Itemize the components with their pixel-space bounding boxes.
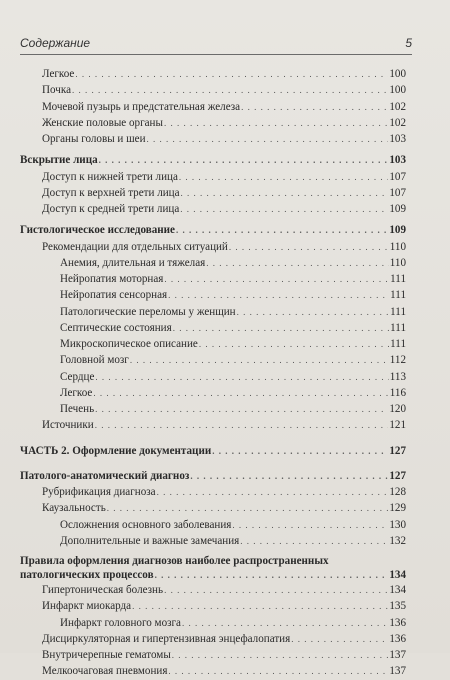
toc-entry-page: 120 [389,403,406,415]
toc-entry-page: 130 [389,518,406,531]
toc-entry [20,99,406,115]
toc-entry [20,647,406,663]
toc-entry-title: Головной мозг [60,354,129,367]
toc-entry-page: 109 [389,203,406,215]
toc-entry-title: Нейропатия моторная [60,273,164,285]
toc-section-title: Патолого-анатомический диагноз [20,469,190,482]
leader-dots [72,82,388,98]
toc-entry-page: 134 [389,584,406,596]
toc-entry-title: Микроскопическое описание [60,338,198,350]
toc-entry-title: Септические состояния [60,321,172,334]
leader-dots [181,185,389,201]
toc-entry-title: Внутричерепные гематомы [42,649,171,661]
toc-entry-page: 129 [389,502,406,515]
toc-entry-page: 134 [389,569,406,581]
toc-entry [20,598,406,614]
toc-entry [20,115,406,131]
leader-dots [130,352,389,368]
toc-part-title: ЧАСТЬ 2. Оформление документации [20,444,212,457]
toc-entry-title: Женские половые органы [42,116,163,129]
toc-entry-title: Нейропатия сенсорная [60,289,168,302]
leader-dots [95,401,388,417]
toc-entry-title: Рекомендации для отдельных ситуаций [42,240,228,253]
toc-entry-page: 135 [389,600,406,613]
leader-dots [95,369,388,385]
toc-subentry [20,352,406,368]
toc-entry-title: Рубрификация диагноза [42,486,156,498]
leader-dots [206,255,389,271]
toc-entry-title: Сердце [60,370,95,383]
leader-dots [232,517,388,533]
leader-dots [180,201,388,217]
toc-entry [20,484,406,500]
toc-entry-title: Каузальность [42,502,106,515]
header-rule [20,54,412,55]
toc-entry-title: Гипертоническая болезнь [42,584,164,596]
leader-dots [132,598,388,614]
toc-subentry [20,401,406,417]
toc-entry-title: Инфаркт миокарда [42,600,132,613]
leader-dots [172,647,389,663]
toc-entry-page: 111 [390,289,406,302]
leader-dots [147,131,389,147]
toc-entry [20,500,406,516]
leader-dots [157,484,389,500]
toc-entry-title: Доступ к верхней трети лица [42,186,180,199]
leader-dots [99,152,389,168]
leader-dots [229,239,389,255]
toc-entry [20,185,406,201]
toc-entry-page: 111 [390,305,406,318]
toc-entry-title: Мелкоочаговая пневмония [42,665,168,678]
toc-entry-title: Инфаркт головного мозга [60,616,181,629]
toc-entry-page: 110 [389,256,406,269]
toc-entry-page: 110 [389,240,406,253]
toc-subentry [20,304,406,320]
toc-entry-page: 112 [389,354,406,367]
leader-dots [237,304,390,320]
leader-dots [93,385,388,401]
leader-dots [291,631,388,647]
toc-entry [20,82,406,98]
toc-section [20,554,406,582]
toc-entry-title: Анемия, длительная и тяжелая [60,256,206,269]
toc-section-title: Гистологическое исследование [20,224,175,237]
toc-entry-page: 103 [389,154,406,167]
toc-entry-title: Органы головы и шеи [42,133,146,145]
toc-entry-title: Легкое [42,68,75,80]
toc-entry-page: 111 [390,338,406,350]
leader-dots [164,271,389,287]
leader-dots [199,336,389,352]
toc-entry-page: 107 [389,186,406,199]
toc-entry-page: 127 [389,444,406,457]
leader-dots [179,169,388,185]
leader-dots [107,500,389,516]
leader-dots [182,615,388,631]
leader-dots [240,533,388,549]
leader-dots [212,443,388,459]
toc-entry-page: 109 [389,224,406,237]
leader-dots [190,468,388,484]
toc-section-title-line1: Правила оформления диагнозов наиболее распространенных [20,555,329,567]
toc-subentry [20,615,406,631]
toc-entry-page: 137 [389,649,406,661]
toc-entry-page: 136 [389,616,406,629]
leader-dots [168,287,389,303]
toc-subentry [20,287,406,303]
toc-subentry [20,320,406,336]
toc-entry [20,201,406,217]
toc-section-title-line2: патологических процессов [20,569,154,581]
toc-entry-page: 100 [389,68,406,80]
toc-entry [20,169,406,185]
toc-entry-page: 116 [389,386,406,399]
leader-dots [168,663,388,679]
toc-subentry [20,385,406,401]
toc-subentry [20,533,406,549]
toc-entry [20,239,406,255]
toc-entry-title: Почка [42,84,71,97]
leader-dots [75,66,388,82]
toc-entry [20,131,406,147]
toc-entry-title: Осложнения основного заболевания [60,518,232,531]
toc-entry-page: 107 [389,170,406,183]
leader-dots [155,568,389,582]
toc-entry-page: 111 [390,321,406,334]
toc-entry-page: 121 [389,419,406,432]
toc-entry-page: 102 [389,100,406,113]
toc-entry-page: 102 [389,116,406,129]
toc-subentry [20,517,406,533]
toc-entry-page: 127 [389,469,406,482]
toc-entry [20,663,406,679]
toc-entry-title: Дополнительные и важные замечания [60,534,240,547]
toc-entry-page: 103 [389,133,406,145]
toc-entry-title: Легкое [60,386,93,399]
leader-dots [164,582,388,598]
toc-section-title: Вскрытие лица [20,154,98,167]
toc-section [20,222,406,238]
toc-entry-page: 128 [389,486,406,498]
toc-section [20,152,406,168]
header-title: Содержание [20,36,91,50]
leader-dots [173,320,389,336]
toc-entry-page: 113 [389,370,406,383]
toc-section-title-line2-row [20,568,406,582]
toc-subentry [20,271,406,287]
toc-entry-title: Мочевой пузырь и предстательная железа [42,100,241,113]
toc-entry-title: Источники [42,419,94,432]
toc-entry-title: Дисциркуляторная и гипертензивная энцефалопатия [42,632,291,645]
toc-subentry [20,336,406,352]
page-number: 5 [405,36,412,50]
toc-entry [20,66,406,82]
leader-dots [95,417,389,433]
toc-entry [20,582,406,598]
toc-entry-title: Печень [60,403,95,415]
toc-entry [20,417,406,433]
toc-part [20,443,406,459]
toc-entry-title: Доступ к средней трети лица [42,203,180,215]
toc-subentry [20,369,406,385]
running-header [20,36,412,50]
table-of-contents [20,66,406,680]
toc-section [20,468,406,484]
leader-dots [241,99,388,115]
toc-entry-title: Патологические переломы у женщин [60,305,236,318]
toc-entry-title: Доступ к нижней трети лица [42,170,178,183]
toc-subentry [20,255,406,271]
toc-entry-page: 137 [389,665,406,678]
toc-entry [20,631,406,647]
toc-entry-page: 136 [389,632,406,645]
leader-dots [164,115,388,131]
toc-entry-page: 111 [390,273,406,285]
toc-entry-page: 132 [389,534,406,547]
toc-entry-page: 100 [389,84,406,97]
leader-dots [176,222,388,238]
